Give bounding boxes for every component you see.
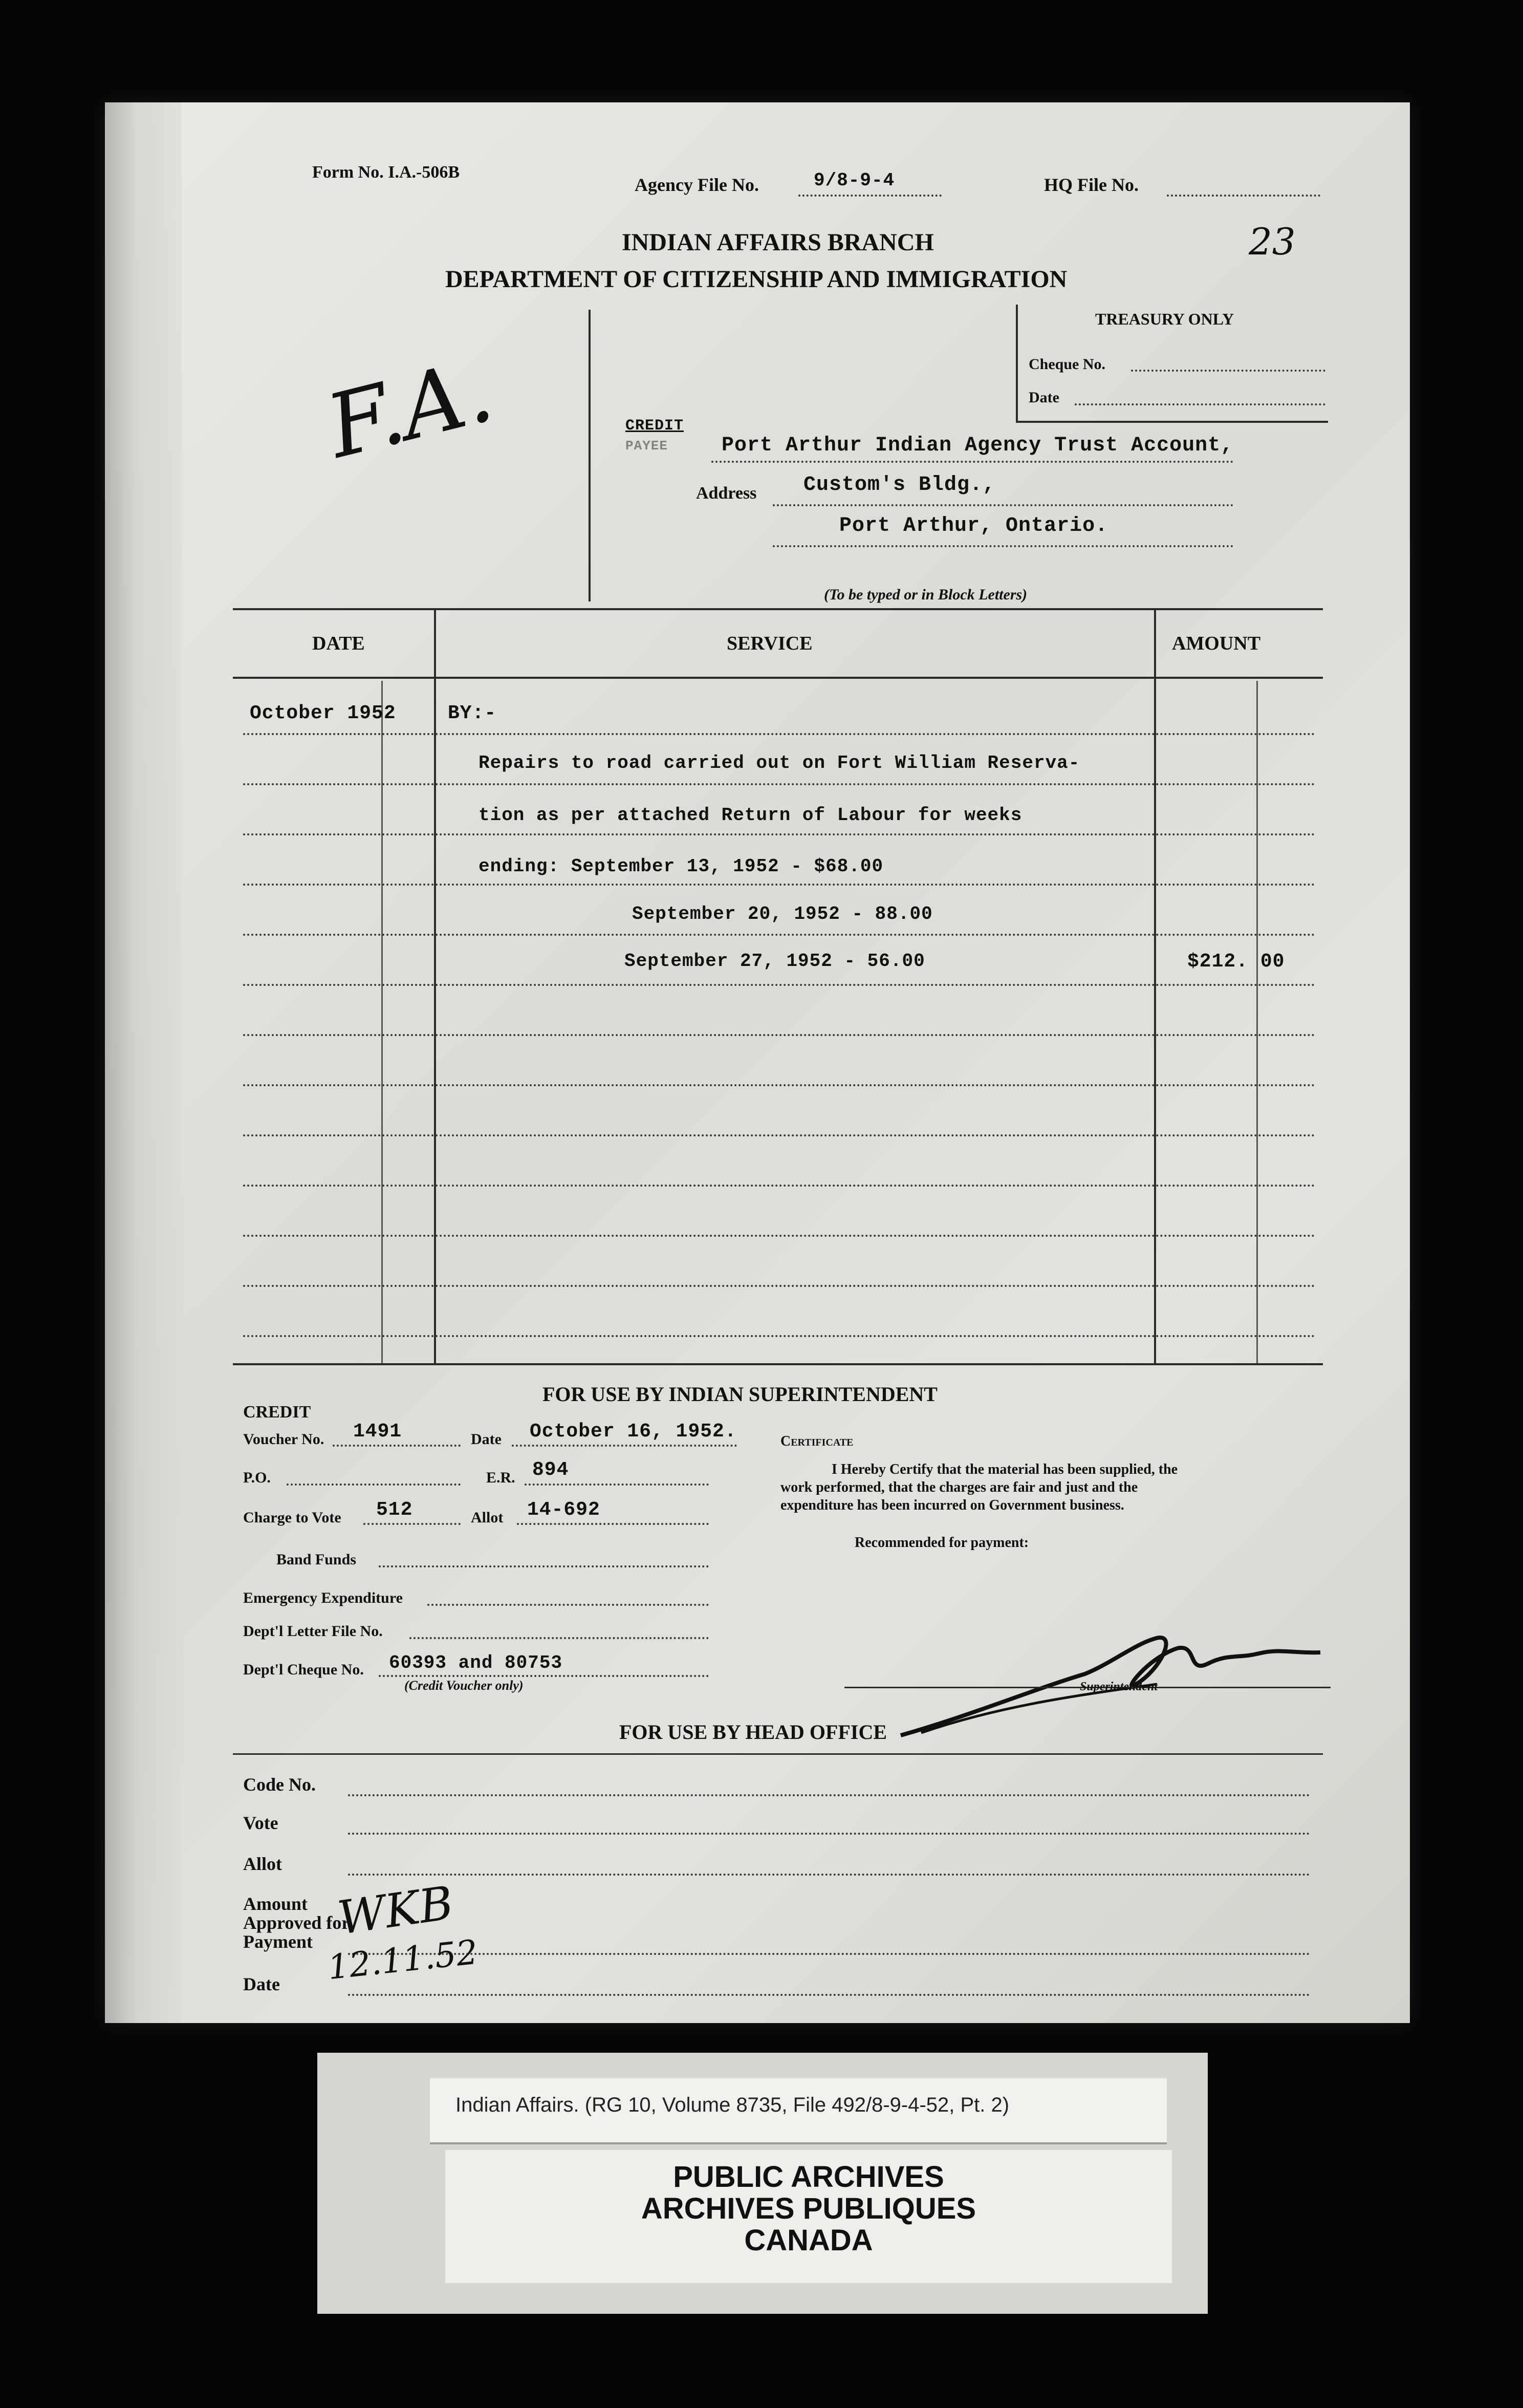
address-line1: Custom's Bldg., — [803, 474, 996, 497]
paper-fold-shadow — [105, 102, 182, 2023]
service-line-6: September 27, 1952 - 56.00 — [624, 951, 925, 972]
treasury-box-left — [1016, 305, 1018, 422]
cheque-value: 60393 and 80753 — [389, 1652, 563, 1673]
emergency-line — [427, 1604, 709, 1606]
allot-value: 14-692 — [527, 1499, 600, 1521]
table-row-rule — [243, 1335, 1315, 1337]
cheque-label: Dept'l Cheque No. — [243, 1661, 364, 1678]
table-row-rule — [243, 833, 1315, 835]
treasury-only-label: TREASURY ONLY — [1095, 310, 1234, 328]
branch-title: INDIAN AFFAIRS BRANCH — [622, 229, 934, 256]
approved-label-2: Payment — [243, 1931, 313, 1952]
super-date-label: Date — [471, 1431, 502, 1448]
superintendent-caption: Superintendent — [1080, 1680, 1158, 1693]
table-row-rule — [243, 1185, 1315, 1187]
head-office-rule — [233, 1753, 1323, 1755]
po-line — [287, 1483, 461, 1486]
archive-reference: Indian Affairs. (RG 10, Volume 8735, File 492/8-9-4-52, Pt. 2) — [455, 2094, 1010, 2116]
department-title: DEPARTMENT OF CITIZENSHIP AND IMMIGRATION — [445, 266, 1068, 293]
cheque-no-line — [1131, 370, 1325, 372]
archives-line-1: PUBLIC ARCHIVES — [673, 2160, 944, 2194]
po-label: P.O. — [243, 1469, 271, 1486]
date-ho-label: Date — [243, 1974, 280, 1994]
service-line-4: ending: September 13, 1952 - $68.00 — [478, 856, 884, 877]
head-office-row-rule — [348, 1953, 1310, 1955]
allot-line — [517, 1523, 709, 1525]
total-amount: $212. 00 — [1187, 951, 1285, 973]
payee-label-struck: PAYEE — [625, 438, 668, 454]
band-funds-line — [379, 1565, 709, 1567]
service-line-1: BY:- — [448, 702, 497, 724]
letter-file-line — [409, 1637, 709, 1639]
service-line-5: September 20, 1952 - 88.00 — [632, 904, 933, 924]
hq-file-label: HQ File No. — [1044, 175, 1139, 195]
entry-date: October 1952 — [250, 702, 396, 724]
certificate-line-1: I Hereby Certify that the material has been supplied, the — [832, 1461, 1178, 1477]
treasury-date-line — [1075, 403, 1325, 405]
code-no-label: Code No. — [243, 1774, 316, 1795]
payee-value: Port Arthur Indian Agency Trust Account, — [722, 434, 1234, 457]
approved-label-1: Approved for — [243, 1912, 350, 1933]
archives-line-2: ARCHIVES PUBLIQUES — [641, 2192, 976, 2225]
head-office-row-rule — [348, 1994, 1310, 1996]
archives-stamp-box — [445, 2150, 1172, 2283]
hq-file-line — [1167, 195, 1320, 197]
letter-file-label: Dept'l Letter File No. — [243, 1623, 383, 1640]
table-row-rule — [243, 733, 1315, 735]
table-top-rule — [233, 608, 1323, 610]
voucher-value: 1491 — [353, 1421, 402, 1443]
head-office-row-rule — [348, 1794, 1310, 1796]
cheque-line — [379, 1675, 709, 1677]
table-row-rule — [243, 1134, 1315, 1136]
approval-initials-handwritten: WKB — [334, 1876, 457, 1946]
address-line1-rule — [773, 504, 1233, 506]
cheque-no-label: Cheque No. — [1029, 356, 1106, 373]
service-line-3: tion as per attached Return of Labour for weeks — [478, 805, 1022, 826]
er-label: E.R. — [486, 1469, 515, 1486]
vote-value: 512 — [376, 1499, 413, 1521]
voucher-label: Voucher No. — [243, 1431, 324, 1448]
certificate-line-2: work performed, that the charges are fair and just and the — [780, 1479, 1138, 1495]
vote-label: Charge to Vote — [243, 1509, 341, 1526]
allot-label: Allot — [471, 1509, 504, 1526]
credit-label: CREDIT — [625, 417, 684, 435]
recommended-label: Recommended for payment: — [855, 1535, 1029, 1551]
certificate-line-3: expenditure has been incurred on Government business. — [780, 1497, 1124, 1513]
payee-line — [711, 461, 1233, 463]
table-row-rule — [243, 783, 1315, 785]
table-row-rule — [243, 1034, 1315, 1036]
agency-file-label: Agency File No. — [635, 175, 759, 195]
typed-note: (To be typed or in Block Letters) — [824, 586, 1028, 603]
treasury-box-bottom — [1016, 421, 1328, 423]
voucher-line — [333, 1445, 461, 1447]
super-date-value: October 16, 1952. — [530, 1421, 737, 1443]
approval-date-handwritten: 12.11.52 — [325, 1932, 480, 1988]
superintendent-heading: FOR USE BY INDIAN SUPERINTENDENT — [542, 1383, 938, 1406]
er-line — [525, 1483, 709, 1486]
table-row-rule — [243, 884, 1315, 886]
header-service: SERVICE — [727, 633, 813, 654]
table-row-rule — [243, 934, 1315, 936]
table-bottom-rule — [233, 1363, 1323, 1365]
margin-initials-handwritten: F.A. — [317, 339, 503, 479]
er-value: 894 — [532, 1459, 569, 1481]
head-office-row-rule — [348, 1874, 1310, 1876]
vote-ho-label: Vote — [243, 1813, 278, 1833]
header-amount: AMOUNT — [1172, 633, 1261, 654]
archives-line-3: CANADA — [744, 2224, 873, 2257]
table-row-rule — [243, 1285, 1315, 1287]
credit-voucher-only: (Credit Voucher only) — [404, 1678, 524, 1693]
emergency-label: Emergency Expenditure — [243, 1589, 403, 1606]
address-label: Address — [696, 484, 757, 503]
treasury-date-label: Date — [1029, 389, 1059, 406]
address-line2: Port Arthur, Ontario. — [839, 514, 1108, 538]
head-office-heading: FOR USE BY HEAD OFFICE — [619, 1721, 887, 1744]
service-line-2: Repairs to road carried out on Fort William Reserva- — [478, 752, 1080, 773]
form-number: Form No. I.A.-506B — [312, 163, 460, 182]
super-credit-label: CREDIT — [243, 1403, 311, 1422]
header-date: DATE — [312, 633, 365, 654]
vote-line — [363, 1523, 461, 1525]
super-date-line — [512, 1445, 737, 1447]
table-row-rule — [243, 1235, 1315, 1237]
certificate-title: Certificate — [780, 1433, 854, 1449]
agency-file-line — [798, 195, 942, 197]
amount-ho-label: Amount — [243, 1894, 308, 1914]
agency-file-value: 9/8-9-4 — [814, 170, 895, 191]
address-line2-rule — [773, 545, 1233, 547]
page-number-handwritten: 23 — [1249, 220, 1296, 263]
head-office-row-rule — [348, 1833, 1310, 1835]
table-row-rule — [243, 984, 1315, 986]
band-funds-label: Band Funds — [276, 1551, 356, 1568]
allot-ho-label: Allot — [243, 1854, 282, 1874]
table-header-rule — [233, 677, 1323, 679]
payee-divider — [589, 310, 591, 601]
table-row-rule — [243, 1084, 1315, 1086]
